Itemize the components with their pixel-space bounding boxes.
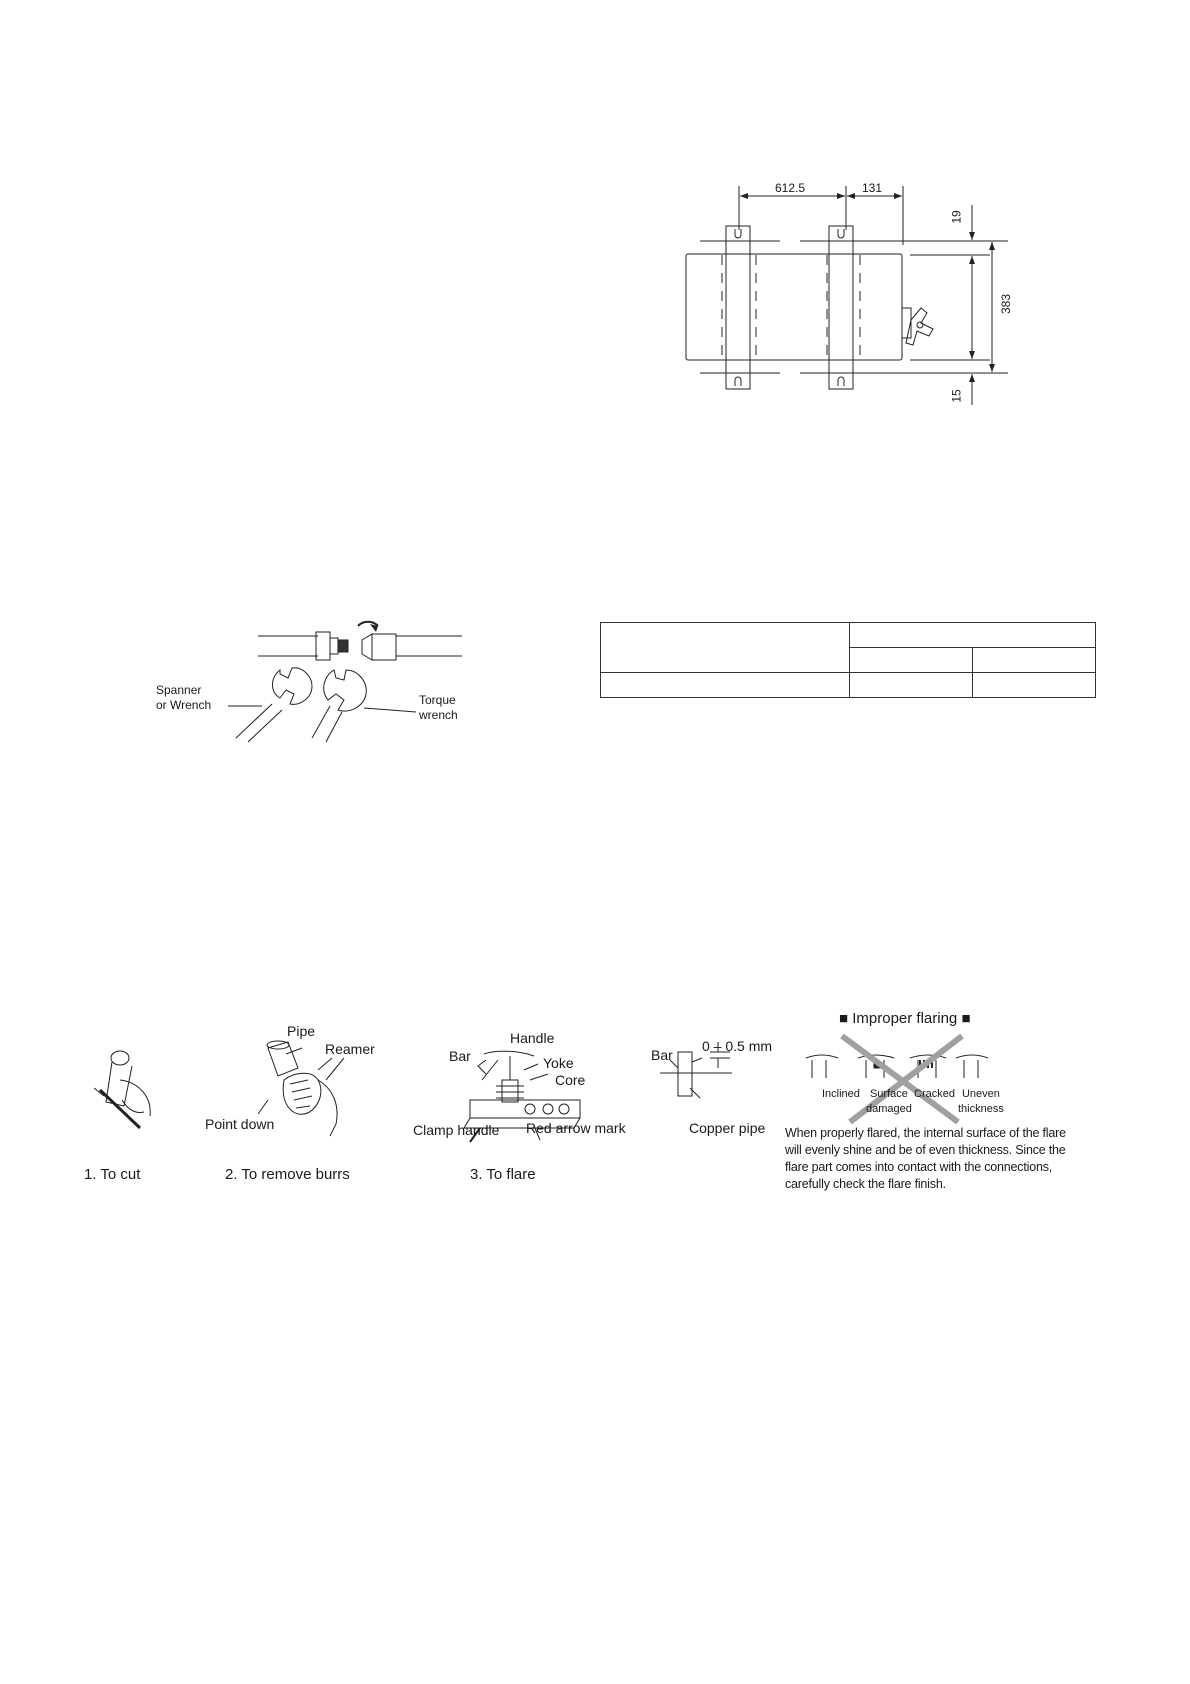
uneven-thickness-label: Uneven thickness [958, 1088, 1004, 1115]
step-flare-caption: 3. To flare [470, 1166, 536, 1183]
pipe-label: Pipe [287, 1023, 316, 1039]
torque-wrench-label: Torque wrench [419, 693, 458, 722]
step-burrs-caption: 2. To remove burrs [225, 1166, 350, 1183]
dim-131: 131 [862, 181, 883, 195]
bar-label: Bar [449, 1048, 471, 1064]
red-arrow-mark-label: Red arrow mark [526, 1120, 626, 1136]
dim-15: 15 [949, 389, 964, 403]
gap-label: 0 – 0.5 mm [702, 1038, 773, 1054]
spanner-label: Spanner or Wrench [156, 683, 212, 712]
dim-383: 383 [999, 293, 1014, 315]
cracked-label: Cracked [914, 1088, 955, 1100]
step-cut-caption: 1. To cut [84, 1166, 141, 1183]
yoke-label: Yoke [543, 1055, 574, 1071]
surface-damaged-label: Surface damaged [866, 1088, 912, 1115]
clamp-handle-label: Clamp handle [413, 1122, 500, 1138]
dim-612-5: 612.5 [775, 181, 806, 195]
point-down-label: Point down [205, 1116, 275, 1132]
detail-bar-label: Bar [651, 1047, 673, 1063]
inclined-label: Inclined [822, 1088, 860, 1100]
improper-flaring-title: ■ Improper flaring ■ [839, 1010, 971, 1027]
flare-note: When properly flared, the internal surface of the flare will evenly shine and be of even thickness. Since the flare part comes into contact with the connections, carefully check the flare finish. [785, 1126, 1066, 1191]
reamer-label: Reamer [325, 1041, 375, 1057]
dim-19: 19 [949, 210, 964, 224]
handle-label: Handle [510, 1030, 555, 1046]
copper-pipe-label: Copper pipe [689, 1120, 766, 1136]
core-label: Core [555, 1072, 586, 1088]
